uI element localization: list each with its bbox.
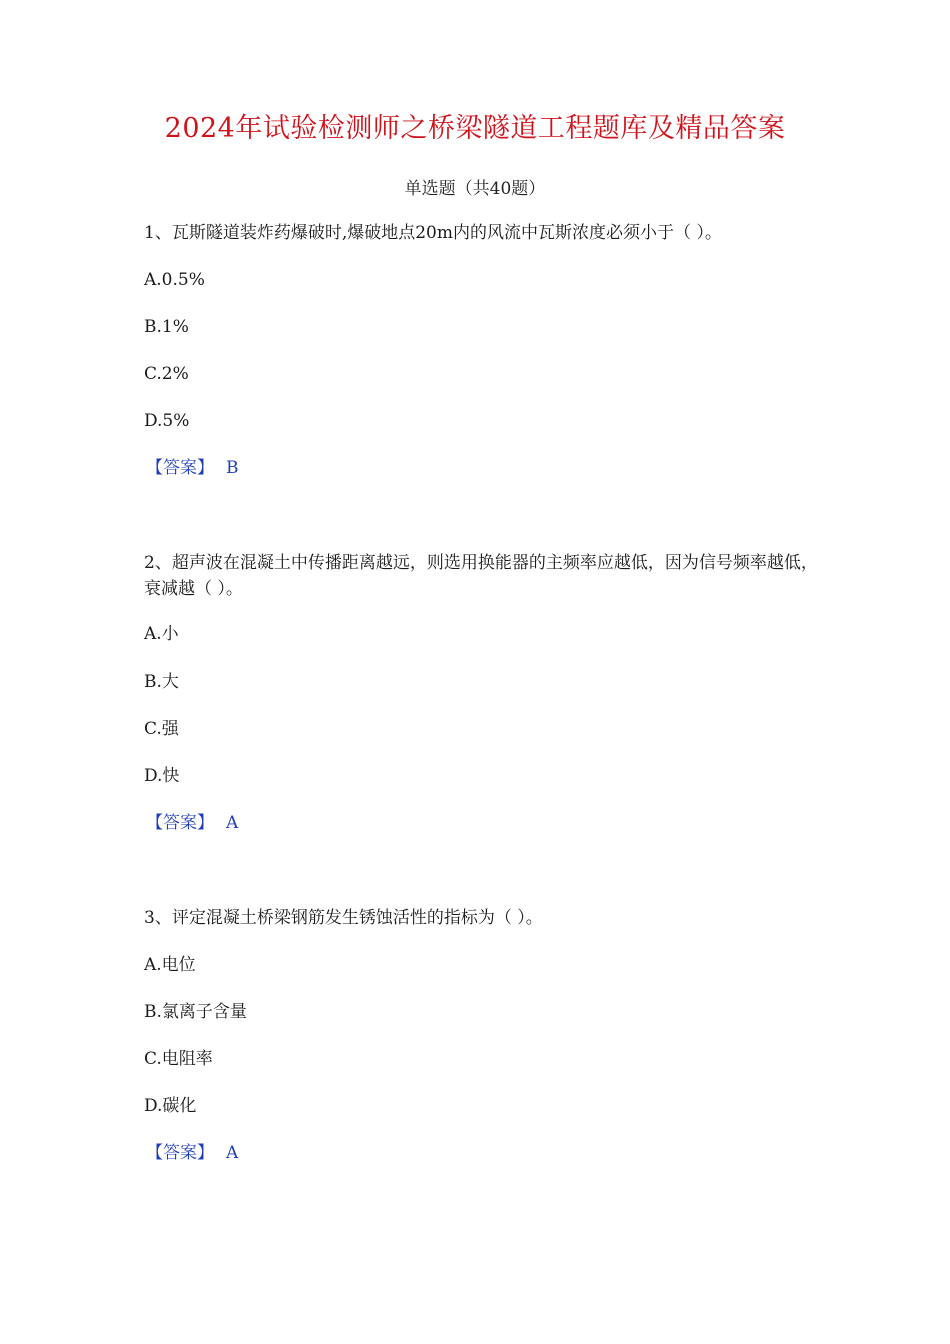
question-stem-1: 1、瓦斯隧道装炸药爆破时,爆破地点20m内的风流中瓦斯浓度必须小于（ ）。 xyxy=(144,223,722,243)
question-2-option-a: A.小 xyxy=(144,624,179,644)
question-1-option-b: B.1% xyxy=(144,317,189,337)
answer-value: B xyxy=(226,458,239,478)
section-heading: 单选题（共40题） xyxy=(404,179,546,199)
question-3-option-d: D.碳化 xyxy=(144,1096,197,1116)
question-3-option-a: A.电位 xyxy=(144,955,196,975)
answer-value: A xyxy=(226,813,239,833)
question-2-option-b: B.大 xyxy=(144,672,179,692)
question-2-option-c: C.强 xyxy=(144,719,179,739)
question-1-option-a: A.0.5% xyxy=(144,270,205,290)
question-stem-2: 2、超声波在混凝土中传播距离越远，则选用换能器的主频率应越低，因为信号频率越低，衰减越（ ）。 xyxy=(144,553,818,599)
question-1-option-d: D.5% xyxy=(144,411,190,431)
answer-label: 【答案】 xyxy=(146,1143,214,1163)
question-3-answer xyxy=(146,1141,238,1165)
question-3-option-c: C.电阻率 xyxy=(144,1049,213,1069)
answer-value: A xyxy=(226,1143,239,1163)
question-3-option-b: B.氯离子含量 xyxy=(144,1002,247,1022)
question-2-answer xyxy=(146,811,238,835)
question-stem-3: 3、评定混凝土桥梁钢筋发生锈蚀活性的指标为（ ）。 xyxy=(144,908,543,928)
answer-label: 【答案】 xyxy=(146,458,214,478)
document-title: 2024年试验检测师之桥梁隧道工程题库及精品答案 xyxy=(164,113,786,144)
answer-label: 【答案】 xyxy=(146,813,214,833)
question-1-option-c: C.2% xyxy=(144,364,189,384)
question-1-answer xyxy=(146,456,239,480)
question-2-option-d: D.快 xyxy=(144,766,180,786)
